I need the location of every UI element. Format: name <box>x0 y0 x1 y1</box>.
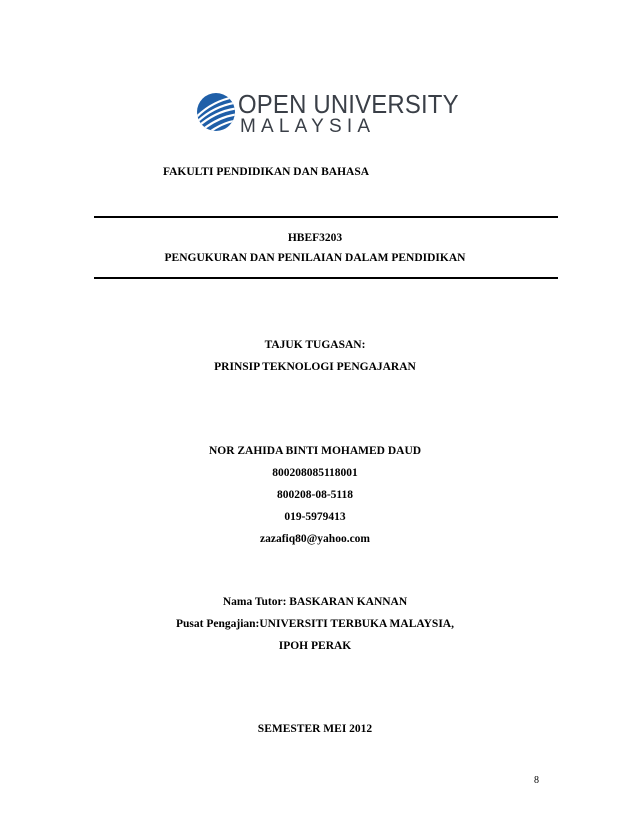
course-code: HBEF3203 <box>287 232 343 244</box>
student-email: zazafiq80@yahoo.com <box>259 533 371 545</box>
course-title: PENGUKURAN DAN PENILAIAN DALAM PENDIDIKAN <box>164 252 466 264</box>
student-matric-number: 800208085118001 <box>272 467 358 479</box>
faculty-name: FAKULTI PENDIDIKAN DAN BAHASA <box>162 166 370 178</box>
top-divider <box>94 216 558 218</box>
oum-emblem-icon <box>196 92 236 132</box>
tutor-name: Nama Tutor: BASKARAN KANNAN <box>222 596 408 608</box>
page-number: 8 <box>534 775 539 786</box>
student-name: NOR ZAHIDA BINTI MOHAMED DAUD <box>208 445 422 457</box>
study-centre: Pusat Pengajian:UNIVERSITI TERBUKA MALAYSIA, <box>176 618 454 630</box>
bottom-divider <box>94 277 558 279</box>
assignment-title: PRINSIP TEKNOLOGI PENGAJARAN <box>214 361 416 373</box>
assignment-label: TAJUK TUGASAN: <box>264 339 366 351</box>
study-centre-location: IPOH PERAK <box>278 640 352 652</box>
student-ic-number: 800208-08-5118 <box>276 489 354 501</box>
logo-text-open-university: OPEN UNIVERSITY <box>238 89 459 119</box>
semester: SEMESTER MEI 2012 <box>257 723 373 735</box>
oum-logo <box>196 88 459 138</box>
logo-text-malaysia: MALAYSIA <box>240 116 376 137</box>
student-phone: 019-5979413 <box>284 511 346 523</box>
